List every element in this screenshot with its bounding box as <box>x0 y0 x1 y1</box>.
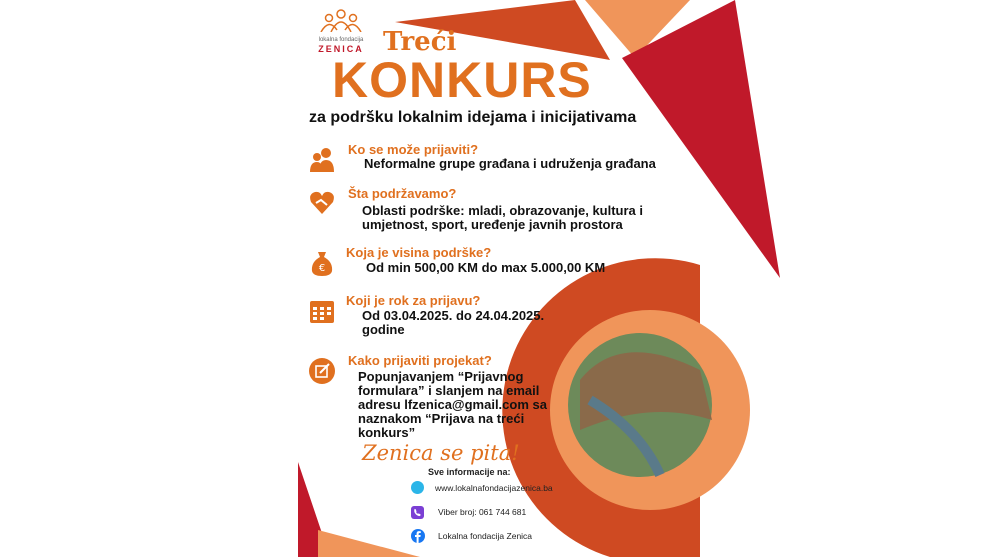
question-amount: Koja je visina podrške? <box>346 245 492 260</box>
money-bag-icon <box>309 250 335 276</box>
viber-icon <box>411 506 424 519</box>
handshake-heart-icon <box>309 190 335 216</box>
page-subtitle: za podršku lokalnim idejama i inicijativama <box>309 109 637 126</box>
logo-people-icon <box>316 8 366 32</box>
answer-who: Neformalne grupe građana i udruženja građana <box>364 156 656 171</box>
contact-heading: Sve informacije na: <box>428 467 511 477</box>
people-icon <box>309 146 335 172</box>
svg-text:€: € <box>318 263 326 274</box>
globe-icon <box>411 481 424 494</box>
question-deadline: Koji je rok za prijavu? <box>346 293 481 308</box>
facebook-icon <box>411 529 425 543</box>
edit-icon <box>309 358 335 384</box>
calendar-icon <box>309 298 335 324</box>
logo-org-name: ZENICA <box>318 44 364 54</box>
contact-facebook-link[interactable]: Lokalna fondacija Zenica <box>438 531 533 541</box>
logo <box>314 8 368 54</box>
page-title: KONKURS <box>332 52 592 108</box>
header-ordinal: Treći <box>383 27 457 57</box>
contact-web-link[interactable]: www.lokalnafondacijazenica.ba <box>435 483 553 493</box>
logo-org-small: lokalna fondacija <box>318 37 364 43</box>
answer-what: Oblasti podrške: mladi, obrazovanje, kultura i umjetnost, sport, uređenje javnih prostora <box>362 203 644 232</box>
answer-amount: Od min 500,00 KM do max 5.000,00 KM <box>366 260 606 275</box>
question-how: Kako prijaviti projekat? <box>348 353 492 368</box>
answer-deadline: Od 03.04.2025. do 24.04.2025. godine <box>362 308 545 337</box>
bottom-light-triangle <box>318 530 420 557</box>
slogan: Zenica se pita! <box>362 441 520 465</box>
answer-how: Popunjavanjem “Prijavnog formulara” i slanjem na email adresu lfzenica@gmail.com sa naznakom “Prijava na treći konkurs” <box>358 369 547 440</box>
question-what: Šta podržavamo? <box>348 186 457 201</box>
contact-viber: Viber broj: 061 744 681 <box>438 507 527 517</box>
question-who: Ko se može prijaviti? <box>348 142 479 157</box>
